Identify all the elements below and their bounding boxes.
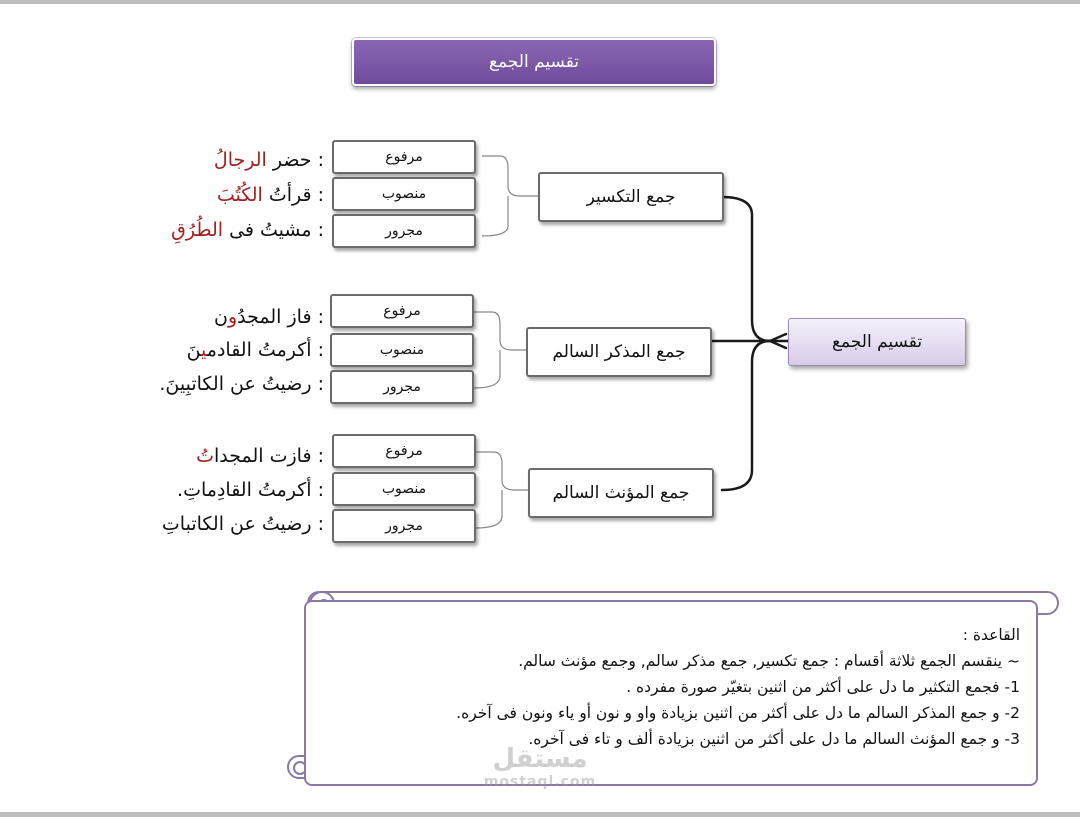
brace-mudhakkar [474,312,528,388]
case-box-mansoob: منصوب [332,177,476,211]
example-line: : قرأتُ الكُتُبَ [216,184,324,206]
example-line: : أكرمتُ القادمينَ [186,339,324,361]
rule-line: 2- و جمع المذكر السالم ما دل على أكثر من اثنين بزيادة واو و نون أو ياء ونون فى آخره. [456,704,1020,722]
case-box-mansoob: منصوب [332,472,476,506]
case-box-mansoob: منصوب [330,333,474,367]
rule-scroll [282,588,1060,788]
type-box-broken-plural: جمع التكسير [538,172,724,222]
type-box-sound-masculine-plural: جمع المذكر السالم [526,327,712,377]
example-line: : فاز المجدُون [214,306,324,328]
example-line: : رضيتُ عن الكاتبِينَ. [159,373,324,395]
example-line: : رضيتُ عن الكاتباتِ [161,513,324,535]
example-line: : أكرمتُ القادِماتِ. [177,479,324,501]
brace-muannath [476,452,530,528]
root-box-plural-division: تقسيم الجمع [788,318,966,366]
rule-text [330,622,1020,752]
rule-heading: القاعدة : [962,626,1020,644]
brace-taksir [482,156,540,236]
watermark [470,744,610,790]
rule-line: 1- فجمع التكثير ما دل على أكثر من اثنين بتغيّر صورة مفرده . [626,678,1020,696]
bottom-frame-border [0,812,1080,817]
connector-root-muannath [722,341,770,490]
case-box-majroor: مجرور [330,370,474,404]
example-line: : مشيتُ فى الطُرُقِ [171,219,324,241]
case-box-marfoo: مرفوع [330,294,474,328]
type-box-sound-feminine-plural: جمع المؤنث السالم [528,468,714,518]
case-box-marfoo: مرفوع [332,140,476,174]
rule-line: ~ ينقسم الجمع ثلاثة أقسام : جمع تكسير, جمع مذكر سالم, وجمع مؤنث سالم. [518,652,1020,670]
rule-line: 3- و جمع المؤنث السالم ما دل على أكثر من اثنين بزيادة ألف و تاء فى آخره. [528,730,1020,748]
connector-root-taksir [722,197,788,341]
page-title: تقسيم الجمع [352,38,716,86]
case-box-majroor: مجرور [332,214,476,248]
case-box-majroor: مجرور [332,509,476,543]
watermark-latin: mostaql.com [483,774,597,790]
example-line: : حضر الرجالُ [213,149,324,171]
case-box-marfoo: مرفوع [332,434,476,468]
example-line: : فازت المجداتُ [196,445,324,467]
watermark-arabic: مستقل [492,744,588,774]
